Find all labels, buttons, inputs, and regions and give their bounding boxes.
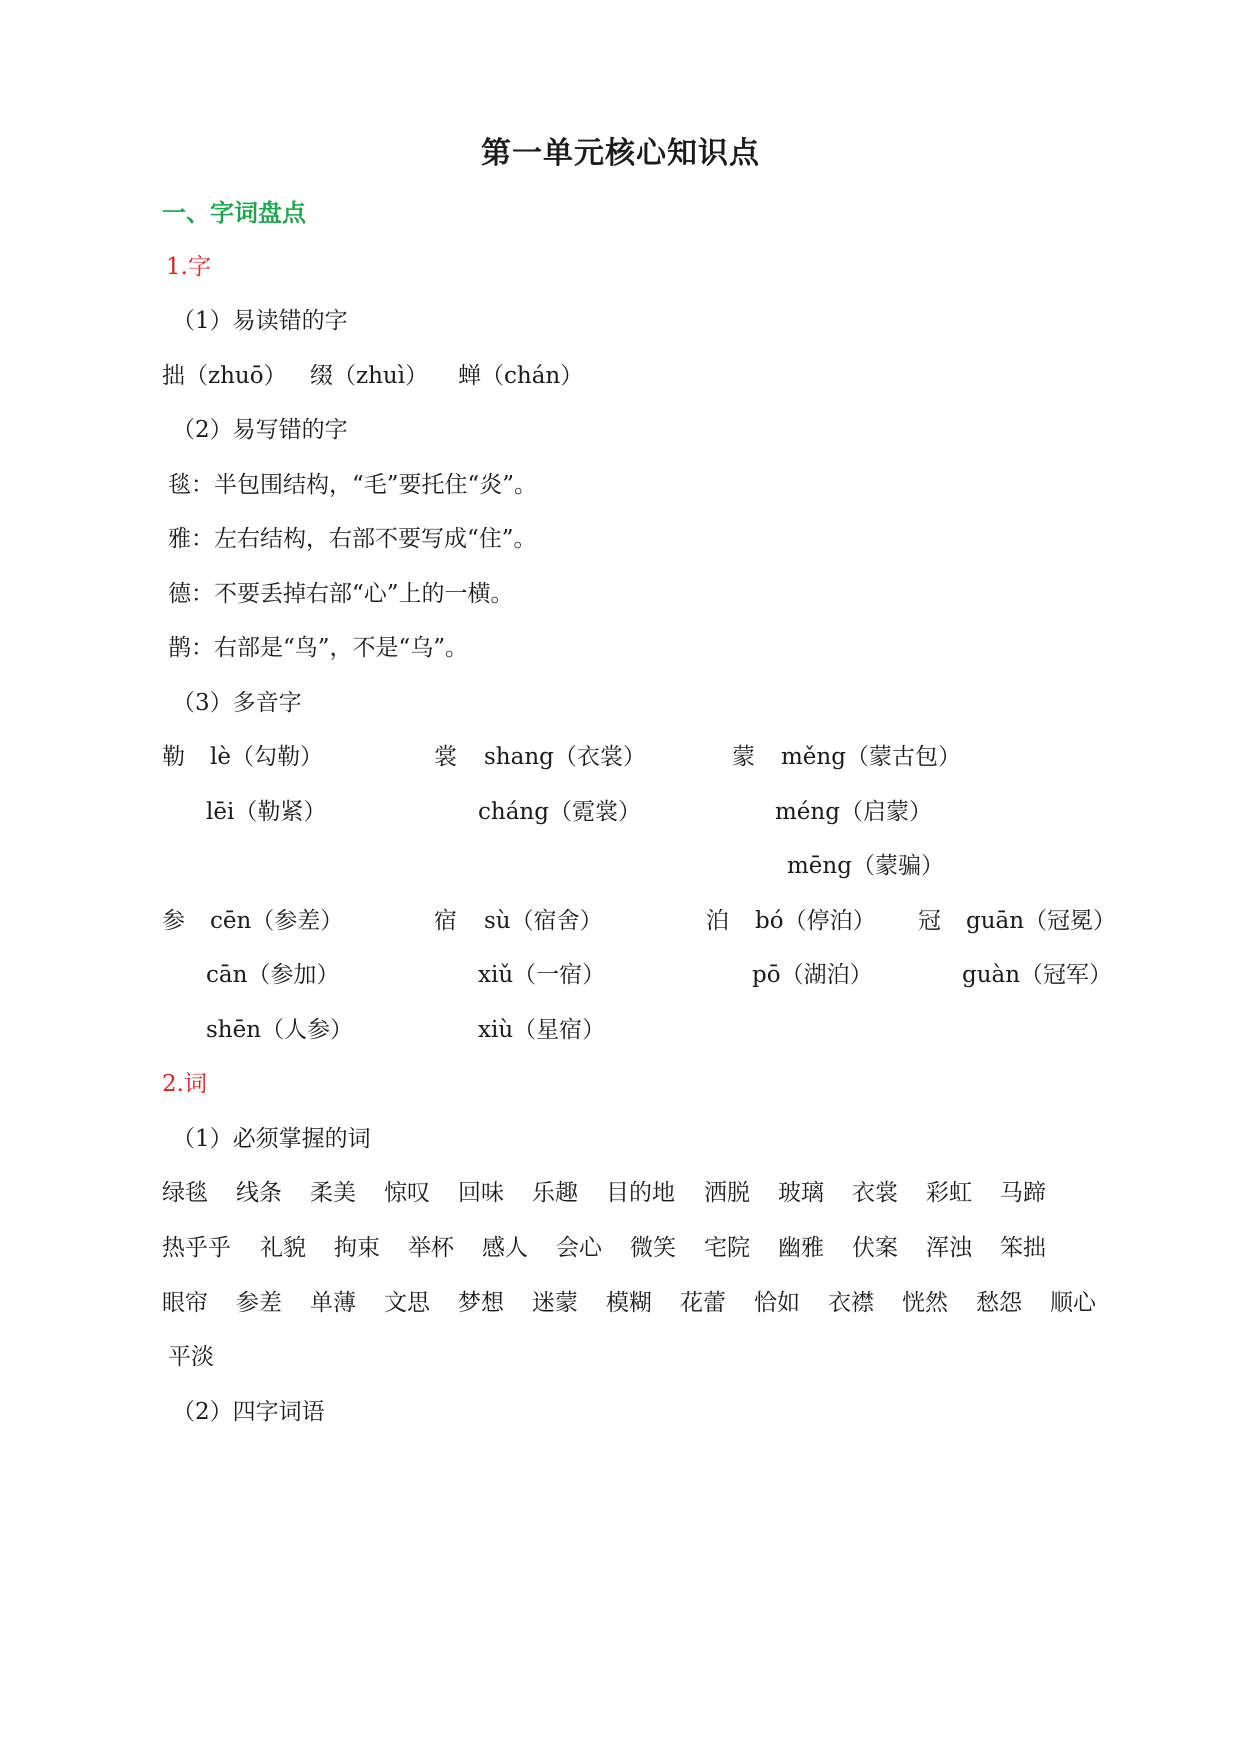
- easy-write-item: 鹊：右部是“鸟”，不是“乌”。: [168, 635, 469, 661]
- vocab-word: 单薄: [310, 1290, 356, 1316]
- vocab-word: 马蹄: [1000, 1180, 1046, 1206]
- polyphonic-reading: cān（参加）: [206, 962, 340, 988]
- polyphonic-reading: mēng（蒙骗）: [787, 853, 944, 879]
- easy-write-item: 德：不要丢掉右部“心”上的一横。: [168, 581, 514, 607]
- easy-read-item: 蝉（chán）: [458, 363, 584, 389]
- polyphonic-char: 参: [162, 908, 185, 934]
- polyphonic-char: 勒: [162, 744, 185, 770]
- vocab-word: 愁怨: [976, 1290, 1022, 1316]
- vocab-word: 线条: [236, 1180, 282, 1206]
- vocab-word: 眼帘: [162, 1290, 208, 1316]
- subheading-easy-write: （2）易写错的字: [172, 417, 348, 443]
- polyphonic-char: 蒙: [732, 744, 755, 770]
- vocab-word: 绿毯: [162, 1180, 208, 1206]
- vocab-word: 文思: [384, 1290, 430, 1316]
- vocab-word: 礼貌: [260, 1235, 306, 1261]
- polyphonic-reading: xiù（星宿）: [478, 1017, 606, 1043]
- polyphonic-char: 冠: [918, 908, 941, 934]
- vocab-word: 衣裳: [852, 1180, 898, 1206]
- subheading-must-know-words: （1）必须掌握的词: [172, 1126, 371, 1152]
- vocab-word: 衣襟: [828, 1290, 874, 1316]
- vocab-word: 乐趣: [532, 1180, 578, 1206]
- vocab-word: 花蕾: [680, 1290, 726, 1316]
- vocab-word: 彩虹: [926, 1180, 972, 1206]
- easy-write-item: 毯：半包围结构，“毛”要托住“炎”。: [168, 472, 538, 498]
- vocab-word: 恍然: [902, 1290, 948, 1316]
- polyphonic-reading: bó（停泊）: [755, 908, 876, 934]
- part-heading-characters: 1.字: [166, 254, 211, 280]
- vocab-word: 顺心: [1050, 1290, 1096, 1316]
- vocab-word: 洒脱: [704, 1180, 750, 1206]
- polyphonic-reading: guān（冠冕）: [966, 908, 1117, 934]
- vocab-word: 浑浊: [926, 1235, 972, 1261]
- polyphonic-reading: shēn（人参）: [206, 1017, 354, 1043]
- polyphonic-reading: xiǔ（一宿）: [478, 962, 606, 988]
- polyphonic-reading: lēi（勒紧）: [206, 799, 327, 825]
- polyphonic-char: 泊: [706, 908, 729, 934]
- polyphonic-reading: cēn（参差）: [210, 908, 344, 934]
- vocab-word: 笨拙: [1000, 1235, 1046, 1261]
- vocab-word: 幽雅: [778, 1235, 824, 1261]
- vocab-word: 伏案: [852, 1235, 898, 1261]
- polyphonic-char: 宿: [434, 908, 457, 934]
- vocab-word: 微笑: [630, 1235, 676, 1261]
- subheading-four-char-words: （2）四字词语: [172, 1399, 325, 1425]
- easy-read-item: 缀（zhuì）: [310, 363, 429, 389]
- vocab-word: 拘束: [334, 1235, 380, 1261]
- vocab-word: 目的地: [606, 1180, 675, 1206]
- polyphonic-reading: guàn（冠军）: [962, 962, 1113, 988]
- easy-write-item: 雅：左右结构，右部不要写成“住”。: [168, 526, 537, 552]
- section-heading-words: 一、字词盘点: [162, 198, 306, 227]
- polyphonic-char: 裳: [434, 744, 457, 770]
- vocab-word: 热乎乎: [162, 1235, 231, 1261]
- polyphonic-reading: cháng（霓裳）: [478, 799, 641, 825]
- subheading-polyphonic: （3）多音字: [172, 690, 302, 716]
- vocab-word: 迷蒙: [532, 1290, 578, 1316]
- vocab-word: 举杯: [408, 1235, 454, 1261]
- page-title: 第一单元核心知识点: [481, 136, 760, 171]
- vocab-word: 惊叹: [384, 1180, 430, 1206]
- vocab-word: 会心: [556, 1235, 602, 1261]
- vocab-word: 平淡: [168, 1344, 214, 1370]
- subheading-easy-read: （1）易读错的字: [172, 308, 348, 334]
- easy-read-item: 拙（zhuō）: [162, 363, 287, 389]
- polyphonic-reading: měng（蒙古包）: [781, 744, 961, 770]
- vocab-word: 柔美: [310, 1180, 356, 1206]
- polyphonic-reading: méng（启蒙）: [775, 799, 932, 825]
- vocab-word: 回味: [458, 1180, 504, 1206]
- vocab-word: 恰如: [754, 1290, 800, 1316]
- vocab-word: 玻璃: [778, 1180, 824, 1206]
- vocab-word: 参差: [236, 1290, 282, 1316]
- polyphonic-reading: pō（湖泊）: [752, 962, 873, 988]
- part-heading-words: 2.词: [162, 1071, 207, 1097]
- vocab-word: 梦想: [458, 1290, 504, 1316]
- vocab-word: 模糊: [606, 1290, 652, 1316]
- vocab-word: 宅院: [704, 1235, 750, 1261]
- polyphonic-reading: shang（衣裳）: [484, 744, 646, 770]
- polyphonic-reading: sù（宿舍）: [484, 908, 603, 934]
- polyphonic-reading: lè（勾勒）: [210, 744, 323, 770]
- vocab-word: 感人: [482, 1235, 528, 1261]
